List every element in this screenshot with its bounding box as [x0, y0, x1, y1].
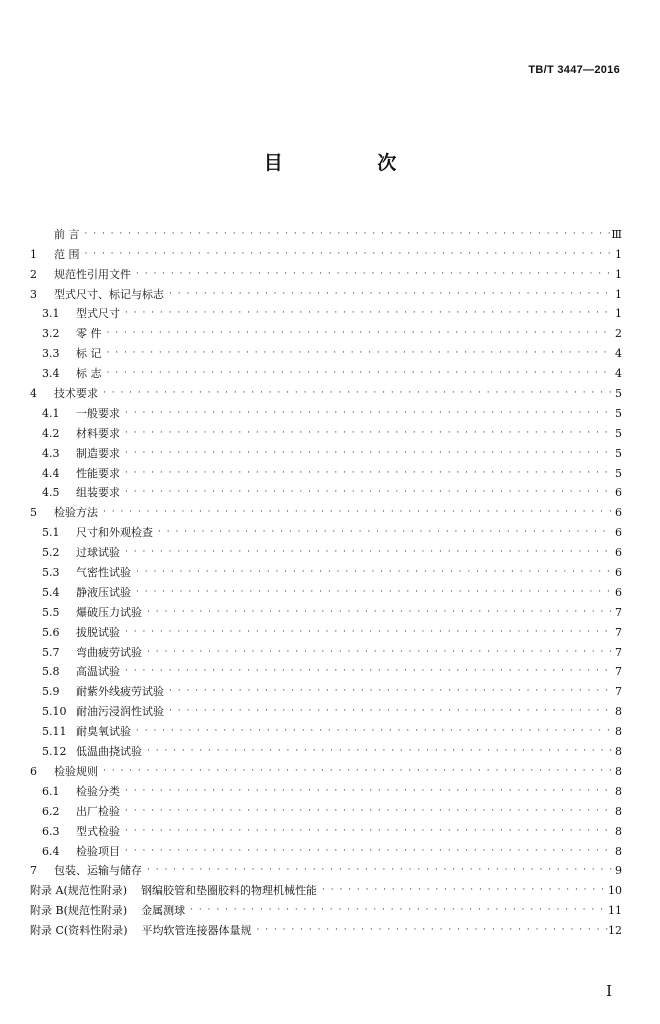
page-number: I	[606, 982, 612, 1000]
toc-entry-number: 5.6	[42, 625, 60, 639]
toc-entry-number: 6.3	[42, 824, 60, 838]
toc-entry-title: 平均软管连接器体量规	[141, 924, 252, 938]
toc-entry-title: 前 言	[54, 227, 80, 241]
toc-entry-page: 4	[615, 347, 622, 361]
dot-leader	[122, 784, 612, 798]
toc-entry-page: 8	[615, 725, 622, 739]
toc-entry-number: 5.7	[42, 645, 60, 659]
toc-entry-page: 5	[615, 446, 622, 460]
toc-entry-page: 7	[615, 625, 622, 639]
toc-entry[interactable]	[30, 560, 622, 580]
dot-leader	[166, 704, 612, 718]
toc-entry-title: 爆破压力试验	[76, 605, 142, 619]
toc-entry-number: 3.4	[42, 367, 60, 381]
dot-leader	[82, 247, 613, 261]
toc-entry[interactable]	[30, 660, 622, 680]
dot-leader	[133, 585, 612, 599]
dot-leader	[122, 804, 612, 818]
toc-entry[interactable]	[30, 600, 622, 620]
toc-entry-title: 型式尺寸、标记与标志	[54, 287, 164, 301]
toc-entry[interactable]	[30, 421, 622, 441]
toc-entry-page: 7	[615, 605, 622, 619]
toc-entry-number: 4.5	[42, 486, 60, 500]
toc-entry-number: 3.3	[42, 347, 60, 361]
dot-leader	[122, 485, 612, 499]
toc-entry-title: 耐油污浸润性试验	[76, 705, 164, 719]
toc-entry-number: 附录 B(规范性附录)	[30, 904, 128, 918]
toc-entry-page: 10	[608, 884, 622, 898]
dot-leader	[122, 306, 612, 320]
toc-entry-title: 弯曲疲劳试验	[76, 645, 142, 659]
toc-entry-number: 5.4	[42, 585, 60, 599]
toc-entry[interactable]	[30, 321, 622, 341]
dot-leader	[104, 366, 613, 380]
table-of-contents	[30, 222, 622, 938]
dot-leader	[133, 267, 612, 281]
toc-entry-title: 气密性试验	[76, 566, 131, 580]
toc-entry[interactable]	[30, 520, 622, 540]
toc-entry-number: 6	[30, 764, 37, 778]
toc-entry-number: 3.2	[42, 327, 60, 341]
toc-entry-title: 检验规则	[54, 764, 98, 778]
toc-entry[interactable]	[30, 262, 622, 282]
toc-entry[interactable]	[30, 580, 622, 600]
dot-leader	[133, 724, 612, 738]
toc-entry-title: 静液压试验	[76, 585, 131, 599]
toc-entry-number: 5	[30, 506, 37, 520]
toc-entry-title: 高温试验	[76, 665, 120, 679]
toc-entry-number: 3	[30, 287, 37, 301]
toc-entry[interactable]	[30, 222, 622, 242]
toc-entry[interactable]	[30, 242, 622, 262]
toc-entry[interactable]	[30, 461, 622, 481]
toc-entry-page: 8	[615, 745, 622, 759]
toc-entry-title: 型式检验	[76, 824, 120, 838]
toc-entry-page: 9	[615, 864, 622, 878]
toc-entry[interactable]	[30, 500, 622, 520]
dot-leader	[100, 505, 612, 519]
toc-entry-number: 5.2	[42, 546, 60, 560]
toc-entry-number: 5.9	[42, 685, 60, 699]
toc-entry-number: 6.4	[42, 844, 60, 858]
toc-appendix-entry[interactable]	[30, 918, 622, 938]
toc-entry-number: 3.1	[42, 307, 60, 321]
toc-entry-title: 拔脱试验	[76, 625, 120, 639]
toc-appendix-entry[interactable]	[30, 898, 622, 918]
toc-entry[interactable]	[30, 839, 622, 859]
dot-leader	[166, 287, 612, 301]
dot-leader	[104, 346, 613, 360]
dot-leader	[104, 326, 613, 340]
toc-entry-page: 1	[615, 247, 622, 261]
dot-leader	[122, 664, 612, 678]
dot-leader	[122, 844, 612, 858]
toc-entry-title: 性能要求	[76, 466, 120, 480]
toc-entry[interactable]	[30, 640, 622, 660]
toc-entry-page: 8	[615, 844, 622, 858]
toc-entry[interactable]	[30, 361, 622, 381]
toc-entry-title: 标 志	[76, 367, 102, 381]
toc-entry[interactable]	[30, 719, 622, 739]
toc-entry-number: 4.4	[42, 466, 60, 480]
standard-number: TB/T 3447—2016	[528, 64, 620, 76]
toc-entry-page: 7	[615, 665, 622, 679]
dot-leader	[122, 466, 612, 480]
toc-entry-page: 5	[615, 426, 622, 440]
toc-entry-number: 4.1	[42, 406, 60, 420]
dot-leader	[122, 426, 612, 440]
dot-leader	[166, 684, 612, 698]
toc-entry-title: 范 围	[54, 247, 80, 261]
toc-entry[interactable]	[30, 401, 622, 421]
toc-entry-page: 6	[615, 486, 622, 500]
dot-leader	[122, 545, 612, 559]
toc-entry-title: 型式尺寸	[76, 307, 120, 321]
toc-entry-title: 零 件	[76, 327, 102, 341]
toc-entry-title: 检验项目	[76, 844, 120, 858]
toc-entry-page: 1	[615, 267, 622, 281]
toc-entry-title: 制造要求	[76, 446, 120, 460]
toc-entry-title: 耐臭氧试验	[76, 725, 131, 739]
toc-entry[interactable]	[30, 441, 622, 461]
toc-entry-number: 5.10	[42, 705, 67, 719]
toc-entry-page: 4	[615, 367, 622, 381]
toc-entry[interactable]	[30, 302, 622, 322]
toc-entry-title: 检验分类	[76, 784, 120, 798]
toc-entry[interactable]	[30, 699, 622, 719]
toc-entry-page: 6	[615, 585, 622, 599]
toc-entry-page: 6	[615, 506, 622, 520]
toc-entry-title: 耐紫外线疲劳试验	[76, 685, 164, 699]
toc-title: 目 次	[263, 152, 441, 174]
toc-entry-number: 4.2	[42, 426, 60, 440]
toc-entry[interactable]	[30, 540, 622, 560]
toc-entry-title: 金属测球	[141, 904, 186, 918]
toc-entry-page: 11	[608, 904, 622, 918]
toc-entry-title: 规范性引用文件	[54, 267, 131, 281]
toc-entry-number: 附录 A(规范性附录)	[30, 884, 128, 898]
toc-entry[interactable]	[30, 620, 622, 640]
toc-entry-title: 低温曲挠试验	[76, 745, 142, 759]
toc-entry[interactable]	[30, 381, 622, 401]
toc-entry-number: 4.3	[42, 446, 60, 460]
toc-entry[interactable]	[30, 779, 622, 799]
toc-entry-number: 5.5	[42, 605, 60, 619]
toc-entry-number: 5.12	[42, 745, 67, 759]
dot-leader	[122, 406, 612, 420]
dot-leader	[187, 903, 608, 917]
toc-entry-title: 标 记	[76, 347, 102, 361]
toc-entry-page: 8	[615, 764, 622, 778]
dot-leader	[82, 227, 612, 241]
toc-entry-page: 8	[615, 804, 622, 818]
toc-entry-title: 一般要求	[76, 406, 120, 420]
toc-entry-number: 5.11	[42, 725, 67, 739]
toc-entry-page: 8	[615, 784, 622, 798]
dot-leader	[254, 923, 609, 937]
toc-entry[interactable]	[30, 282, 622, 302]
toc-entry-number: 6.1	[42, 784, 60, 798]
toc-entry[interactable]	[30, 341, 622, 361]
toc-entry-number: 6.2	[42, 804, 60, 818]
toc-entry-title: 检验方法	[54, 506, 98, 520]
toc-entry-page: 1	[615, 287, 622, 301]
toc-entry[interactable]	[30, 799, 622, 819]
toc-entry-page: 5	[615, 406, 622, 420]
toc-entry-page: 12	[608, 924, 622, 938]
toc-entry-page: 6	[615, 546, 622, 560]
toc-entry-title: 出厂检验	[76, 804, 120, 818]
toc-entry-title: 包装、运输与储存	[54, 864, 142, 878]
toc-entry-title: 尺寸和外观检查	[76, 526, 153, 540]
toc-entry[interactable]	[30, 859, 622, 879]
toc-entry-page: 8	[615, 705, 622, 719]
toc-entry-number: 2	[30, 267, 37, 281]
toc-entry-page: 8	[615, 824, 622, 838]
toc-entry-number: 5.3	[42, 566, 60, 580]
toc-entry[interactable]	[30, 679, 622, 699]
dot-leader	[144, 863, 612, 877]
toc-entry-number: 5.1	[42, 526, 60, 540]
toc-entry[interactable]	[30, 739, 622, 759]
toc-entry-page: 1	[615, 307, 622, 321]
toc-entry-number: 附录 C(资料性附录)	[30, 924, 128, 938]
dot-leader	[319, 883, 608, 897]
toc-entry[interactable]	[30, 481, 622, 501]
dot-leader	[144, 645, 612, 659]
dot-leader	[144, 744, 612, 758]
dot-leader	[100, 764, 612, 778]
toc-entry-page: 7	[615, 685, 622, 699]
toc-entry-title: 钢编胶管和垫圈胶料的物理机械性能	[141, 884, 318, 898]
dot-leader	[122, 625, 612, 639]
toc-entry-number: 7	[30, 864, 37, 878]
dot-leader	[122, 446, 612, 460]
toc-entry-title: 组装要求	[76, 486, 120, 500]
toc-entry-title: 技术要求	[54, 387, 98, 401]
toc-entry-number: 1	[30, 247, 37, 261]
toc-entry-title: 过球试验	[76, 546, 120, 560]
dot-leader	[144, 605, 612, 619]
toc-entry-number: 5.8	[42, 665, 60, 679]
toc-entry-title: 材料要求	[76, 426, 120, 440]
toc-entry[interactable]	[30, 819, 622, 839]
toc-entry-number: 4	[30, 387, 37, 401]
toc-entry-page: Ⅲ	[611, 227, 622, 241]
toc-entry-page: 7	[615, 645, 622, 659]
toc-appendix-entry[interactable]	[30, 878, 622, 898]
dot-leader	[155, 525, 612, 539]
dot-leader	[122, 824, 612, 838]
toc-entry-page: 2	[615, 327, 622, 341]
dot-leader	[133, 565, 612, 579]
toc-entry-page: 5	[615, 387, 622, 401]
toc-entry-page: 5	[615, 466, 622, 480]
toc-entry-page: 6	[615, 526, 622, 540]
toc-entry[interactable]	[30, 759, 622, 779]
dot-leader	[100, 386, 612, 400]
toc-entry-page: 6	[615, 566, 622, 580]
